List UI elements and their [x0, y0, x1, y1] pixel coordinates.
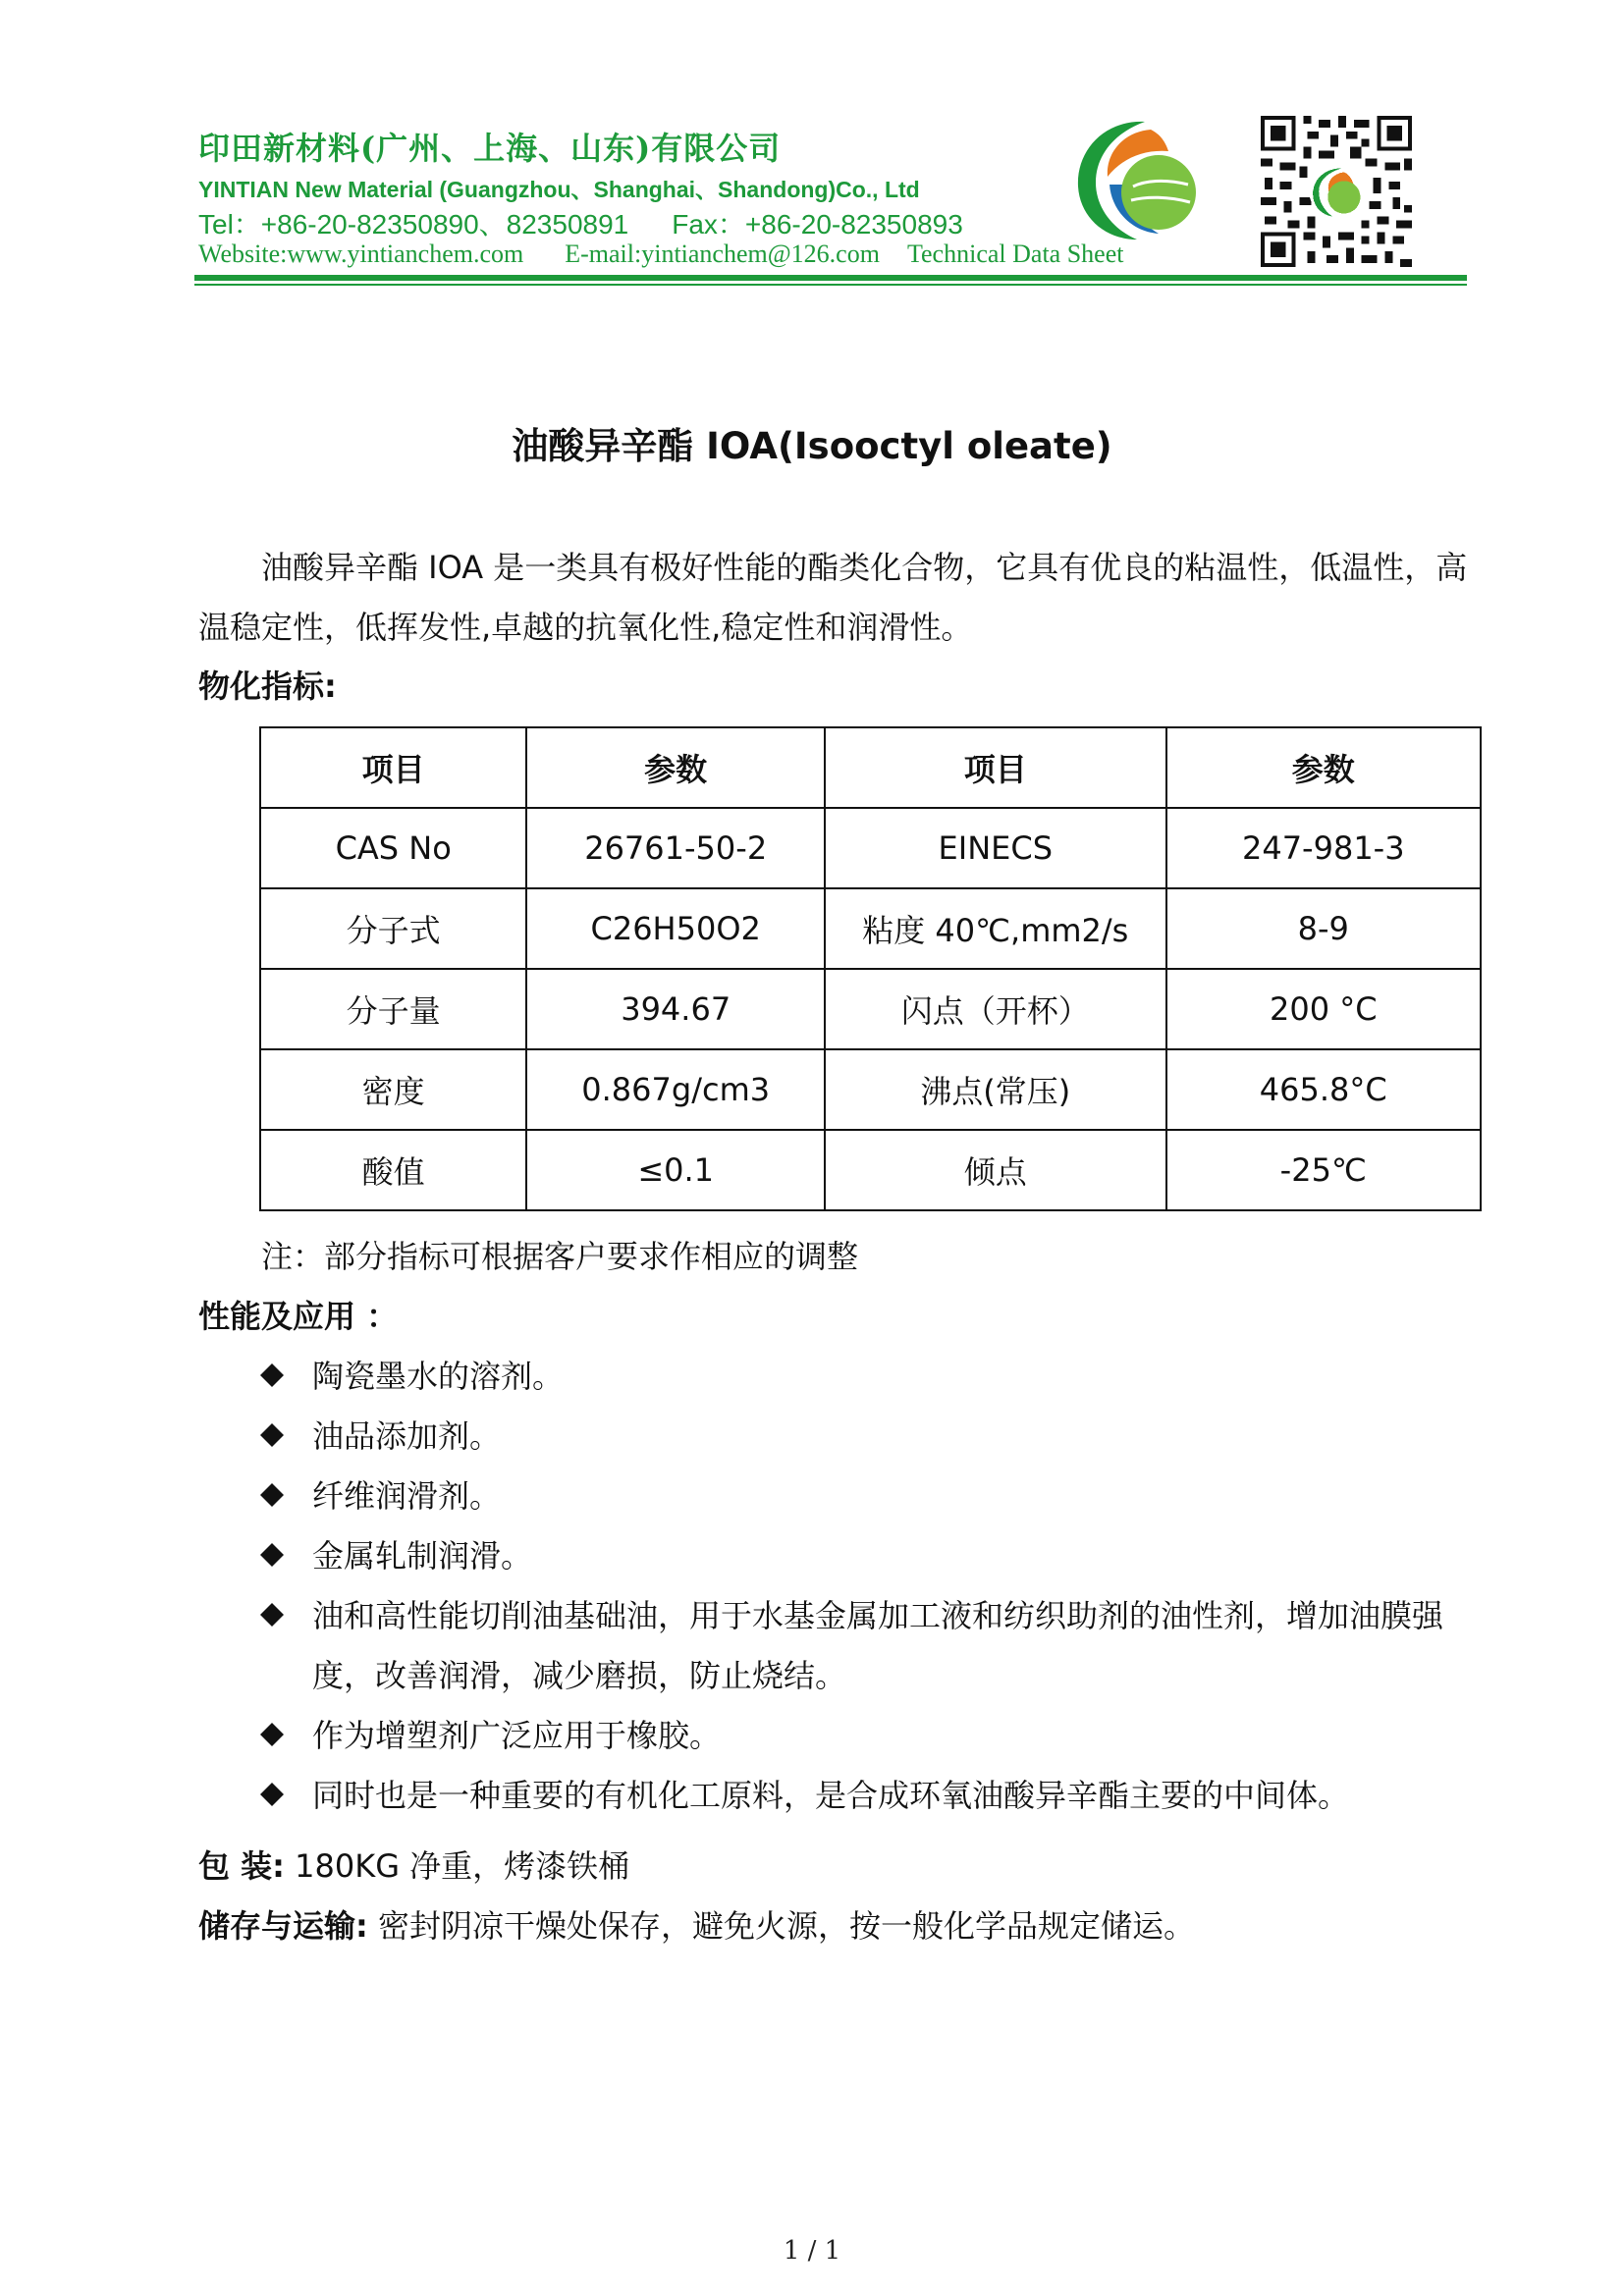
list-item	[257, 1347, 1485, 1407]
list-item-text: 同时也是一种重要的有机化工原料，是合成环氧油酸异辛酯主要的中间体。	[312, 1777, 1350, 1814]
contact-phone-line	[198, 203, 963, 242]
table-cell: 倾点	[825, 1130, 1166, 1210]
list-item	[257, 1467, 1485, 1526]
table-cell: 分子式	[260, 888, 526, 969]
diamond-bullet-icon	[259, 1722, 285, 1747]
table-cell: -25℃	[1166, 1130, 1481, 1210]
header-cell: 项目	[260, 727, 526, 808]
qr-code-icon	[1257, 112, 1416, 271]
intro-paragraph: 油酸异辛酯 IOA 是一类具有极好性能的酯类化合物，它具有优良的粘温性，低温性，高温稳定性，低挥发性,卓越的抗氧化性,稳定性和润滑性。	[198, 549, 1468, 646]
packaging-label: 包 装:	[198, 1847, 285, 1885]
header-rule-thick	[194, 275, 1467, 281]
table-row	[260, 888, 1481, 969]
table-cell: 247-981-3	[1166, 808, 1481, 888]
document-title: 油酸异辛酯 IOA(Isooctyl oleate)	[512, 425, 1112, 467]
list-item	[257, 1766, 1485, 1826]
table-row	[260, 808, 1481, 888]
table-cell: 分子量	[260, 969, 526, 1049]
web-email-line	[198, 240, 1123, 269]
header-rule-thin	[194, 284, 1467, 286]
list-item	[257, 1586, 1485, 1706]
list-item	[257, 1706, 1485, 1766]
table-cell: 26761-50-2	[526, 808, 825, 888]
email[interactable]: E-mail:yintianchem@126.com	[565, 240, 880, 268]
table-row	[260, 1049, 1481, 1130]
table-cell: 粘度 40℃,mm2/s	[825, 888, 1166, 969]
list-item-text: 作为增塑剂广泛应用于橡胶。	[312, 1717, 722, 1754]
table-cell: 密度	[260, 1049, 526, 1130]
list-item-text: 油品添加剂。	[312, 1417, 502, 1455]
company-name-english: YINTIAN New Material (Guangzhou、Shanghai、Shandong)Co., Ltd	[198, 177, 920, 202]
header-cell: 项目	[825, 727, 1166, 808]
table-cell: EINECS	[825, 808, 1166, 888]
fax: Fax：+86-20-82350893	[672, 209, 963, 240]
company-name-chinese: 印田新材料(广州、上海、山东)有限公司	[198, 130, 782, 167]
page-number: 1 / 1	[783, 2236, 841, 2266]
diamond-bullet-icon	[259, 1362, 285, 1388]
storage-label: 储存与运输:	[198, 1907, 368, 1945]
table-cell: 0.867g/cm3	[526, 1049, 825, 1130]
diamond-bullet-icon	[259, 1542, 285, 1568]
applications-list	[257, 1347, 1485, 1826]
list-item-text: 纤维润滑剂。	[312, 1477, 502, 1515]
table-cell: CAS No	[260, 808, 526, 888]
table-cell: 酸值	[260, 1130, 526, 1210]
diamond-bullet-icon	[259, 1602, 285, 1628]
storage-value: 密封阴凉干燥处保存，避免火源，按一般化学品规定储运。	[367, 1907, 1195, 1945]
packaging-value: 180KG 净重，烤漆铁桶	[284, 1847, 630, 1885]
storage-line	[198, 1901, 1195, 1947]
diamond-bullet-icon	[259, 1482, 285, 1508]
document-type: Technical Data Sheet	[906, 240, 1124, 268]
table-row	[260, 969, 1481, 1049]
table-cell: 465.8°C	[1166, 1049, 1481, 1130]
header-cell: 参数	[1166, 727, 1481, 808]
letterhead	[194, 116, 1463, 293]
table-cell: C26H50O2	[526, 888, 825, 969]
specs-heading: 物化指标:	[198, 667, 337, 705]
packaging-line	[198, 1842, 629, 1887]
table-cell: ≤0.1	[526, 1130, 825, 1210]
diamond-bullet-icon	[259, 1782, 285, 1807]
list-item-text: 陶瓷墨水的溶剂。	[312, 1358, 565, 1395]
list-item-text: 油和高性能切削油基础油，用于水基金属加工液和纺织助剂的油性剂，增加油膜强度，改善润滑，减少磨损，防止烧结。	[312, 1597, 1444, 1694]
spec-table-header-row	[260, 727, 1481, 808]
table-cell: 沸点(常压)	[825, 1049, 1166, 1130]
telephone: Tel：+86-20-82350890、82350891	[198, 209, 629, 240]
list-item-text: 金属轧制润滑。	[312, 1537, 533, 1575]
table-cell: 200 °C	[1166, 969, 1481, 1049]
company-logo-icon	[1074, 116, 1202, 243]
list-item	[257, 1407, 1485, 1467]
table-row	[260, 1130, 1481, 1210]
spec-table	[259, 726, 1482, 1211]
table-cell: 394.67	[526, 969, 825, 1049]
website[interactable]: Website:www.yintianchem.com	[198, 240, 524, 268]
table-cell: 闪点（开杯）	[825, 969, 1166, 1049]
applications-heading: 性能及应用 ：	[198, 1298, 399, 1335]
spec-note: 注：部分指标可根据客户要求作相应的调整	[261, 1238, 859, 1275]
table-cell: 8-9	[1166, 888, 1481, 969]
list-item	[257, 1526, 1485, 1586]
header-cell: 参数	[526, 727, 825, 808]
diamond-bullet-icon	[259, 1422, 285, 1448]
